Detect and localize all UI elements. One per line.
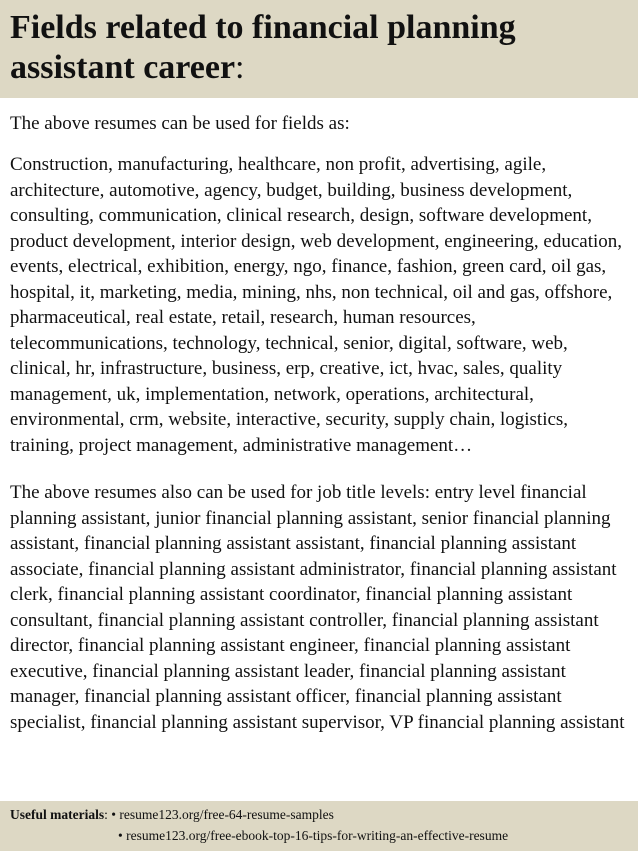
main-content <box>10 111 632 797</box>
footer-link-ebook[interactable]: • resume123.org/free-ebook-top-16-tips-for-writing-an-effective-resume <box>118 828 509 843</box>
header-banner <box>0 0 638 98</box>
page-title-text: Fields related to financial planning assistant career <box>10 9 516 86</box>
page-title-colon: : <box>235 49 245 86</box>
footer-row-2 <box>10 825 628 846</box>
useful-materials-label: Useful materials <box>10 807 105 822</box>
job-levels-paragraph: The above resumes also can be used for job title levels: entry level financial planning assistant, junior financial planning assistant, senior financial planning assistant, financial planning assistant assistant, financial planning assistant associate, financial planning assistant administrator, financial planning assistant clerk, financial planning assistant coordinator, financial planning assistant consultant, financial planning assistant controller, financial planning assistant director, financial planning assistant engineer, financial planning assistant executive, financial planning assistant leader, financial planning assistant manager, financial planning assistant officer, financial planning assistant specialist, financial planning assistant supervisor, VP financial planning assistant <box>10 482 625 733</box>
fields-paragraph: Construction, manufacturing, healthcare, non profit, advertising, agile, architecture, automotive, agency, budget, building, business development, consulting, communication, clinical research, design, software development, product development, interior design, web development, engineering, education, events, electrical, exhibition, energy, ngo, finance, fashion, green card, oil gas, hospital, it, marketing, media, mining, nhs, non technical, oil and gas, offshore, pharmaceutical, real estate, retail, research, human resources, telecommunications, technology, technical, senior, digital, software, web, clinical, hr, infrastructure, business, erp, creative, ict, hvac, sales, quality management, uk, implementation, network, operations, architectural, environmental, crm, website, interactive, security, supply chain, logistics, training, project management, administrative management… <box>10 154 623 456</box>
footer-banner <box>0 801 638 851</box>
footer-row-1 <box>10 804 628 825</box>
footer-link-samples[interactable]: • resume123.org/free-64-resume-samples <box>111 807 334 822</box>
page-title <box>10 8 628 88</box>
intro-text: The above resumes can be used for fields as: <box>10 113 350 134</box>
useful-materials-colon: : <box>104 807 112 822</box>
